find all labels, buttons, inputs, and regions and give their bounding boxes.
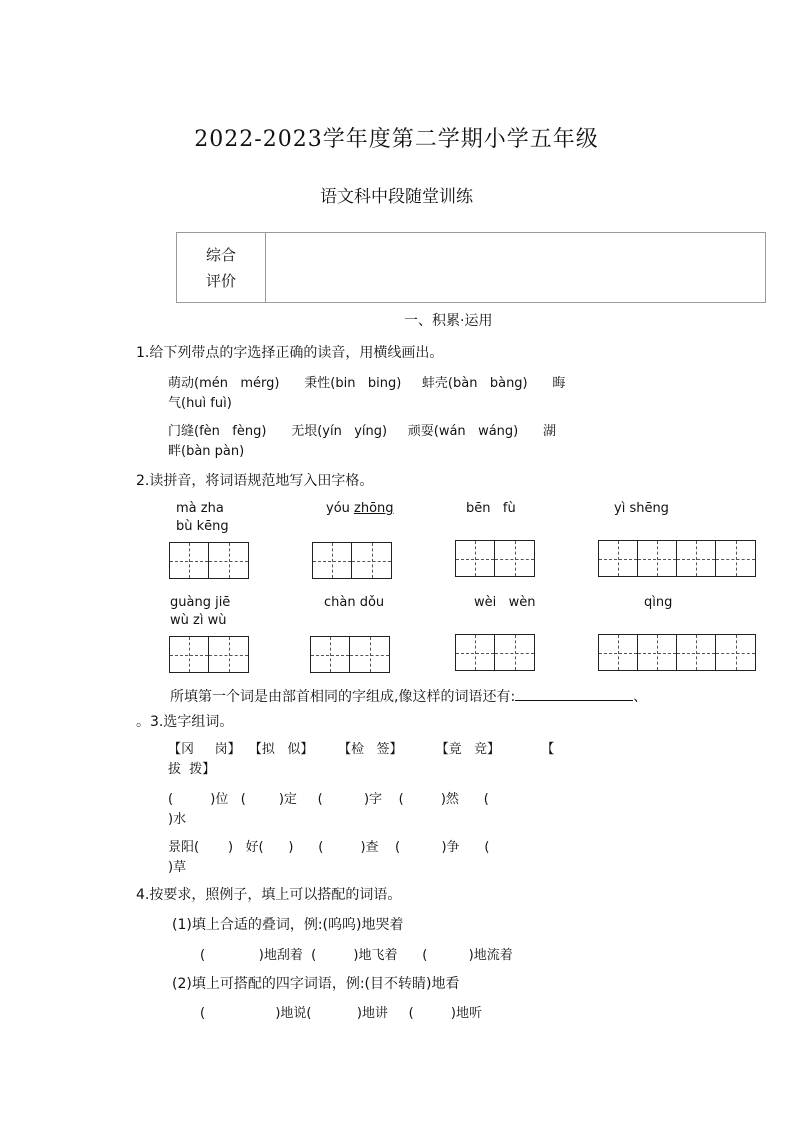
pinyin-3: bēn fù xyxy=(466,501,516,516)
evaluation-box xyxy=(176,232,766,303)
q3-options-line2: 拔 拨】 xyxy=(168,762,216,777)
q3-fill-line2[interactable]: )水 xyxy=(168,812,187,827)
q4-sub1-prompt: (1)填上合适的叠词，例:(呜呜)地哭着 xyxy=(172,917,404,933)
q3-prompt: 。3.选字组词。 xyxy=(136,714,234,730)
q1-line3: 门缝(fèn fèng) 无垠(yín yíng) 顽耍(wán wáng) 湖 xyxy=(168,424,557,439)
grid-cell[interactable] xyxy=(495,541,534,576)
grid-cell[interactable] xyxy=(638,541,677,576)
grid-cell[interactable] xyxy=(209,543,248,578)
q3-options-line1: 【冈 岗】 【拟 似】 【检 签】 【竟 竞】 【 xyxy=(168,742,555,757)
pinyin-1: mà zha xyxy=(176,501,224,516)
q1-line2: 气(huì fuì) xyxy=(168,396,232,411)
grid-cell[interactable] xyxy=(716,635,755,670)
writing-grid[interactable] xyxy=(169,636,249,673)
grid-cell[interactable] xyxy=(209,637,248,672)
grid-cell[interactable] xyxy=(352,543,391,578)
q3-fill-line4[interactable]: )草 xyxy=(168,860,187,875)
grid-cell[interactable] xyxy=(599,541,638,576)
q4-prompt: 4.按要求，照例子，填上可以搭配的词语。 xyxy=(136,887,402,903)
grid-cell[interactable] xyxy=(716,541,755,576)
grid-cell[interactable] xyxy=(677,541,716,576)
section-heading: 一、积累·运用 xyxy=(404,313,493,329)
evaluation-divider xyxy=(265,233,266,302)
writing-grid[interactable] xyxy=(455,634,535,671)
evaluation-label-line2: 评价 xyxy=(205,272,236,290)
writing-grid[interactable] xyxy=(598,634,756,671)
q4-sub2-prompt: (2)填上可搭配的四字词语，例:(目不转睛)地看 xyxy=(172,976,460,992)
grid-cell[interactable] xyxy=(638,635,677,670)
writing-grid[interactable] xyxy=(310,636,390,673)
writing-grid[interactable] xyxy=(455,540,535,577)
writing-grid[interactable] xyxy=(169,542,249,579)
grid-cell[interactable] xyxy=(170,543,209,578)
pinyin-2a: yóu xyxy=(326,501,350,516)
grid-cell[interactable] xyxy=(599,635,638,670)
grid-cell[interactable] xyxy=(311,637,350,672)
evaluation-label-line1: 综合 xyxy=(205,246,236,264)
q1-line4: 畔(bàn pàn) xyxy=(168,444,245,459)
pinyin-10: wù zì wù xyxy=(170,613,227,628)
q4-sub2-fill[interactable]: ( )地说( )地讲 ( )地听 xyxy=(200,1006,482,1021)
q4-sub1-fill[interactable]: ( )地刮着 ( )地飞着 ( )地流着 xyxy=(200,948,513,963)
page-subtitle: 语文科中段随堂训练 xyxy=(320,187,473,207)
q1-prompt: 1.给下列带点的字选择正确的读音，用横线画出。 xyxy=(136,345,444,361)
q2-prompt: 2.读拼音，将词语规范地写入田字格。 xyxy=(136,473,374,489)
pinyin-7: chàn dǒu xyxy=(324,595,385,610)
grid-cell[interactable] xyxy=(456,635,495,670)
q2-note: 所填第一个词是由部首相同的字组成,像这样的词语还有: xyxy=(170,689,516,705)
pinyin-8: wèi wèn xyxy=(474,595,536,610)
grid-cell[interactable] xyxy=(170,637,209,672)
evaluation-label xyxy=(177,242,265,294)
grid-cell[interactable] xyxy=(456,541,495,576)
grid-cell[interactable] xyxy=(313,543,352,578)
q3-fill-line3[interactable]: 景阳( ) 好( ) ( )查 ( )争 ( xyxy=(168,840,490,855)
pinyin-4: yì shēng xyxy=(614,501,669,516)
grid-cell[interactable] xyxy=(350,637,389,672)
writing-grid[interactable] xyxy=(598,540,756,577)
q2-note-line xyxy=(170,686,647,706)
q2-note-end: 、 xyxy=(633,689,648,705)
page-title: 2022-2023学年度第二学期小学五年级 xyxy=(194,127,599,152)
q1-line1: 萌动(mén mérg) 秉性(bin bing) 蚌壳(bàn bàng) 晦 xyxy=(168,376,566,391)
writing-grid[interactable] xyxy=(312,542,392,579)
pinyin-2b: zhōng xyxy=(354,501,394,516)
pinyin-9: qìng xyxy=(644,595,673,610)
pinyin-6: guàng jiē xyxy=(170,595,231,610)
grid-cell[interactable] xyxy=(677,635,716,670)
grid-cell[interactable] xyxy=(495,635,534,670)
answer-blank[interactable] xyxy=(515,686,633,701)
q3-fill-line1[interactable]: ( )位 ( )定 ( )字 ( )然 ( xyxy=(168,792,489,807)
pinyin-5: bù kēng xyxy=(176,519,229,534)
